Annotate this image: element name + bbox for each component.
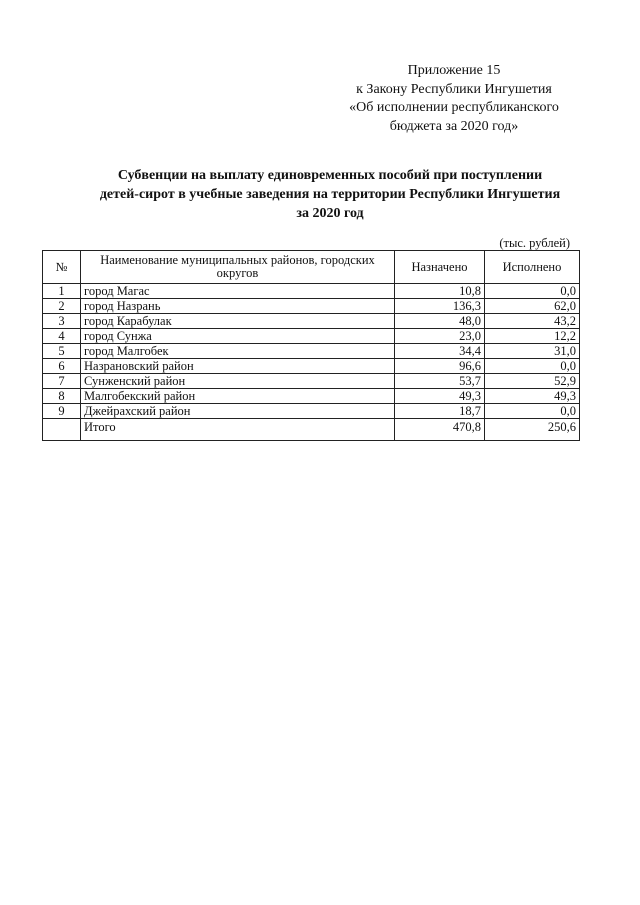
row-name: город Магас <box>81 284 395 299</box>
title-line: Субвенции на выплату единовременных пособий при поступлении <box>117 168 543 183</box>
row-assigned: 34,4 <box>395 344 485 359</box>
row-executed: 52,9 <box>485 374 580 389</box>
row-name: Сунженский район <box>81 374 395 389</box>
row-executed: 49,3 <box>485 389 580 404</box>
row-num: 8 <box>43 389 81 404</box>
row-assigned: 18,7 <box>395 404 485 419</box>
table-row <box>43 344 580 359</box>
row-num: 3 <box>43 314 81 329</box>
row-name: город Карабулак <box>81 314 395 329</box>
document-title <box>60 166 600 223</box>
table-row <box>43 359 580 374</box>
appendix-line: к Закону Республики Ингушетия <box>356 81 552 97</box>
row-name: Джейрахский район <box>81 404 395 419</box>
units-note: (тыс. рублей) <box>499 236 570 250</box>
row-num: 4 <box>43 329 81 344</box>
row-num: 1 <box>43 284 81 299</box>
total-assigned: 470,8 <box>395 419 485 441</box>
appendix-line: «Об исполнении республиканского <box>349 100 559 115</box>
row-name: город Малгобек <box>81 344 395 359</box>
table-row <box>43 299 580 314</box>
row-executed: 0,0 <box>485 359 580 374</box>
row-executed: 43,2 <box>485 314 580 329</box>
row-assigned: 48,0 <box>395 314 485 329</box>
appendix-header <box>324 62 584 136</box>
row-num: 7 <box>43 374 81 389</box>
row-name: город Назрань <box>81 299 395 314</box>
row-assigned: 136,3 <box>395 299 485 314</box>
appendix-line: бюджета за 2020 год» <box>389 118 519 134</box>
appendix-line: Приложение 15 <box>407 63 501 78</box>
row-executed: 12,2 <box>485 329 580 344</box>
total-num <box>43 419 81 441</box>
subventions-table <box>42 250 580 441</box>
header-executed: Исполнено <box>485 251 580 284</box>
table-total-row <box>43 419 580 441</box>
title-line: за 2020 год <box>296 206 364 221</box>
row-assigned: 53,7 <box>395 374 485 389</box>
row-num: 6 <box>43 359 81 374</box>
table-header-row <box>43 251 580 284</box>
row-executed: 0,0 <box>485 404 580 419</box>
total-name: Итого <box>81 419 395 441</box>
row-assigned: 10,8 <box>395 284 485 299</box>
row-assigned: 23,0 <box>395 329 485 344</box>
row-num: 5 <box>43 344 81 359</box>
row-executed: 31,0 <box>485 344 580 359</box>
row-assigned: 49,3 <box>395 389 485 404</box>
header-assigned: Назначено <box>395 251 485 284</box>
row-assigned: 96,6 <box>395 359 485 374</box>
row-name: Назрановский район <box>81 359 395 374</box>
table-row <box>43 329 580 344</box>
row-executed: 0,0 <box>485 284 580 299</box>
table-row <box>43 374 580 389</box>
table-row <box>43 404 580 419</box>
title-line: детей-сирот в учебные заведения на территории Республики Ингушетия <box>99 187 561 202</box>
row-name: город Сунжа <box>81 329 395 344</box>
row-num: 2 <box>43 299 81 314</box>
table-row <box>43 314 580 329</box>
table-row <box>43 389 580 404</box>
row-executed: 62,0 <box>485 299 580 314</box>
row-num: 9 <box>43 404 81 419</box>
row-name: Малгобекский район <box>81 389 395 404</box>
total-executed: 250,6 <box>485 419 580 441</box>
table-row <box>43 284 580 299</box>
header-num: № <box>43 251 81 284</box>
header-name: Наименование муниципальных районов, городских округов <box>81 251 395 284</box>
